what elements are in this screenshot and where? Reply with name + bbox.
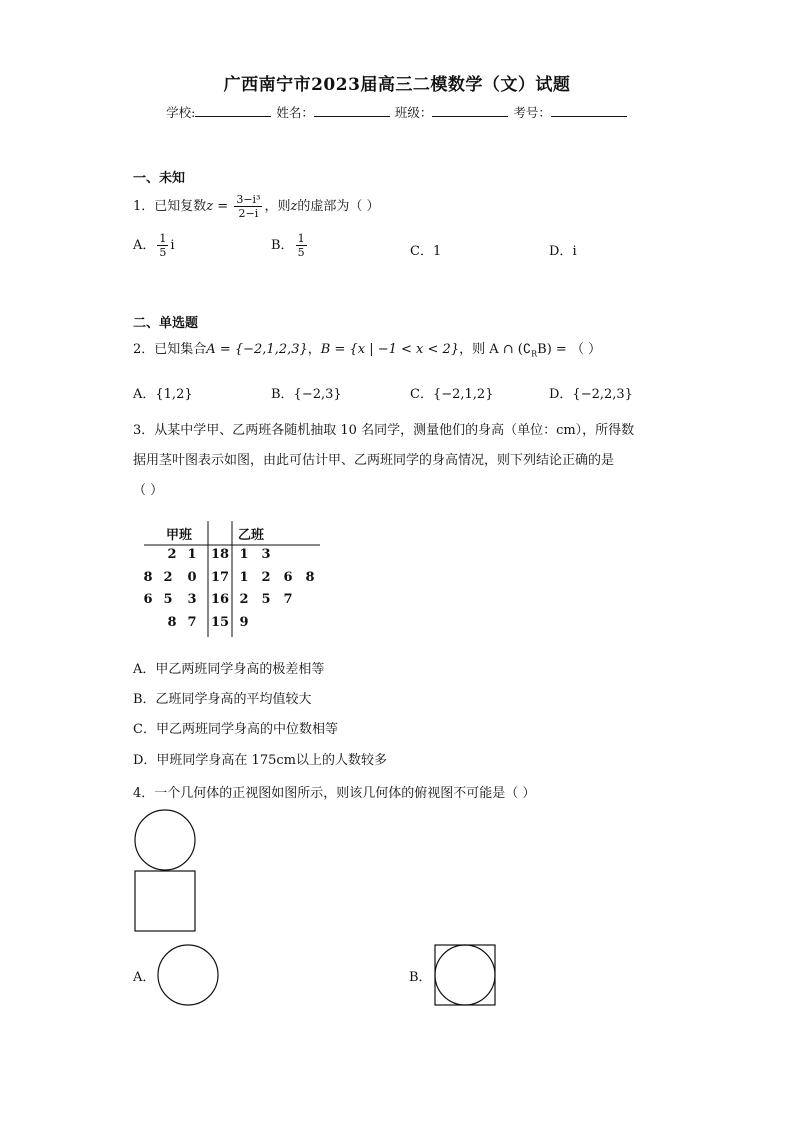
q3-option-c[interactable]: C．甲乙两班同学身高的中位数相等 — [133, 722, 338, 737]
q1-fraction — [234, 193, 262, 220]
q3-option-a[interactable]: A．甲乙两班同学身高的极差相等 — [133, 662, 325, 677]
leaf: 1 — [239, 547, 249, 562]
leaf: 2 — [163, 570, 173, 585]
q1-option-c-value: 1 — [432, 244, 442, 259]
q4-option-a-figure[interactable] — [156, 943, 222, 1009]
q4-option-b-figure[interactable] — [433, 943, 499, 1009]
front-view-figure — [132, 808, 202, 938]
q1-option-c-label: C． — [410, 244, 433, 259]
stem: 17 — [210, 570, 230, 585]
q4-option-a-label[interactable]: A． — [133, 970, 156, 985]
page-title: 广西南宁市2023届高三二模数学（文）试题 — [223, 75, 571, 95]
q4-option-b-label[interactable]: B． — [409, 970, 432, 985]
leaf: 6 — [283, 570, 293, 585]
exam-number-label: 考号： — [513, 105, 551, 120]
q2-complement-subscript: R — [531, 349, 538, 359]
q1-equals: = — [213, 199, 233, 214]
leaf: 8 — [143, 570, 153, 585]
option-b-circle — [435, 945, 495, 1005]
q2-set-b: B = {x | −1 < x < 2} — [320, 342, 460, 357]
leaf: 8 — [305, 570, 315, 585]
section-heading-single-choice: 二、单选题 — [133, 316, 199, 331]
name-label: 姓名： — [276, 105, 314, 120]
q1-option-a-fraction — [157, 232, 168, 259]
q1-option-a-den: 5 — [159, 246, 167, 259]
q2-option-b[interactable]: B．{−2,3} — [271, 387, 342, 402]
q3-option-b[interactable]: B．乙班同学身高的平均值较大 — [133, 692, 312, 707]
student-info-line — [0, 103, 794, 121]
leaf: 7 — [283, 592, 293, 607]
q2-option-c[interactable]: C．{−2,1,2} — [410, 387, 494, 402]
leaf: 1 — [187, 547, 197, 562]
q1-option-c[interactable] — [410, 240, 441, 259]
q2-post: ，则 A ∩ (∁ — [459, 342, 532, 357]
q1-fraction-numerator: 3−i³ — [236, 193, 261, 206]
option-a-circle — [158, 945, 218, 1005]
q1-option-b-den: 5 — [297, 246, 305, 259]
q1-option-a-suffix: i — [170, 238, 175, 253]
q2-number: 2． — [133, 342, 155, 357]
class-label: 班级： — [394, 105, 433, 120]
q1-option-a-num: 1 — [159, 232, 167, 245]
q2-option-a[interactable]: A．{1,2} — [133, 387, 193, 402]
q1-option-b[interactable] — [271, 232, 309, 259]
question-4: 4．一个几何体的正视图如图所示，则该几何体的俯视图不可能是（ ） — [133, 786, 536, 801]
q2-option-d[interactable]: D．{−2,2,3} — [549, 387, 633, 402]
q1-option-d[interactable] — [549, 240, 577, 259]
q1-fraction-denominator: 2−i — [238, 207, 259, 220]
name-blank[interactable] — [314, 104, 390, 117]
front-view-square — [135, 871, 195, 931]
leaf: 1 — [239, 570, 249, 585]
leaf: 5 — [261, 592, 271, 607]
q1-var-z: z — [206, 199, 214, 214]
q1-option-b-num: 1 — [297, 232, 305, 245]
question-3-line-3: （ ） — [133, 483, 164, 498]
right-header: 乙班 — [238, 528, 265, 543]
school-label: 学校: — [166, 105, 196, 120]
q1-option-b-fraction — [296, 232, 307, 259]
stem: 16 — [210, 592, 230, 607]
leaf: 3 — [187, 592, 197, 607]
stem: 18 — [210, 547, 230, 562]
stem: 15 — [210, 615, 230, 630]
section-heading-unknown: 一、未知 — [133, 171, 186, 186]
q1-option-d-label: D． — [549, 244, 573, 259]
leaf: 9 — [239, 615, 249, 630]
class-blank[interactable] — [432, 104, 508, 117]
school-blank[interactable] — [195, 104, 271, 117]
q1-option-b-label: B． — [271, 238, 294, 253]
leaf: 2 — [261, 570, 271, 585]
left-header: 甲班 — [166, 528, 193, 543]
q1-option-a[interactable] — [133, 232, 175, 259]
leaf: 3 — [261, 547, 271, 562]
q1-post-a: ，则 — [264, 199, 291, 214]
leaf: 2 — [239, 592, 249, 607]
question-1 — [133, 193, 380, 220]
leaf: 2 — [167, 547, 177, 562]
question-2 — [133, 340, 601, 365]
q3-option-d[interactable]: D．甲班同学身高在 175cm以上的人数较多 — [133, 753, 387, 768]
stem-leaf-plot — [138, 519, 324, 639]
leaf: 7 — [187, 615, 197, 630]
q1-pre: 已知复数 — [154, 199, 207, 214]
leaf: 0 — [187, 570, 197, 585]
q1-post-b: 的虚部为（ ） — [297, 199, 380, 214]
question-3-line-2: 据用茎叶图表示如图，由此可估计甲、乙两班同学的身高情况，则下列结论正确的是 — [133, 453, 615, 468]
front-view-circle — [135, 810, 195, 870]
exam-number-blank[interactable] — [551, 104, 627, 117]
q2-post2: B) = （ ） — [537, 342, 602, 357]
q1-option-a-label: A． — [133, 238, 156, 253]
leaf: 8 — [167, 615, 177, 630]
question-3-line-1: 3．从某中学甲、乙两班各随机抽取 10 名同学，测量他们的身高（单位：cm），所得数 — [133, 423, 635, 438]
q2-comma: ， — [307, 342, 321, 357]
q1-var-z2: z — [290, 199, 298, 214]
q1-number: 1． — [133, 199, 155, 214]
q2-pre: 已知集合 — [154, 342, 207, 357]
q2-set-a: A = {−2,1,2,3} — [206, 342, 308, 357]
leaf: 6 — [143, 592, 153, 607]
leaf: 5 — [163, 592, 173, 607]
q1-option-d-value: i — [572, 244, 577, 259]
